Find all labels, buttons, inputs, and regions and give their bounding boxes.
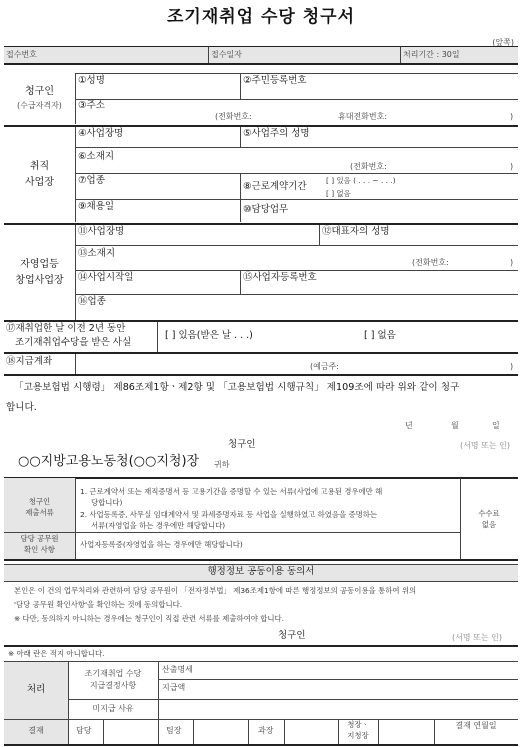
approval-heading: 결재 (28, 726, 44, 735)
decision-heading: 조기재취업 수당 (84, 669, 142, 678)
date-day-label: 일 (492, 421, 500, 430)
workplace-heading-2: 사업장 (25, 177, 54, 188)
workplace-heading: 취직 (29, 161, 50, 172)
decision-heading-2: 지급결정사항 (89, 681, 137, 690)
workplace-industry-field[interactable]: ⑦업종 (78, 175, 105, 186)
submission-doc-item-1b: 당합니다) (91, 498, 123, 507)
workplace-name-field[interactable]: ④사업장명 (78, 128, 124, 139)
receipt-date-label: 접수일자 (211, 50, 242, 59)
consent-notice: ※ 다만, 동의하지 아니하는 경우에는 청구인이 직접 관련 서류를 제출하여야 합니다. (14, 614, 284, 623)
job-duty-field[interactable]: ⑩담당업무 (243, 204, 289, 215)
approval-date-cell[interactable]: 결재 연월일 (455, 721, 497, 730)
approval-head-cell[interactable]: 청장ㆍ (347, 720, 369, 729)
claimant-rrn-field[interactable]: ②주민등록번호 (243, 75, 307, 86)
claimant-name-field[interactable]: ①성명 (78, 75, 105, 86)
selfemp-heading: 자영업등 (20, 259, 59, 270)
officer-check-heading: 담당 공무원 (20, 534, 59, 543)
non-payment-reason-label: 미지급 사유 (92, 704, 134, 713)
claimant-signature-field[interactable]: (서명 또는 인) (460, 441, 510, 450)
claimant-address-field[interactable]: ③주소 (78, 100, 105, 111)
calc-detail-field[interactable]: 산출명세 (162, 665, 193, 674)
contract-period-no-option[interactable]: [ ] 없음 (326, 189, 351, 198)
submission-docs-heading: 청구인 (28, 497, 51, 506)
recipient-honorific: 귀하 (214, 460, 230, 469)
consent-claimant-label: 청구인 (278, 630, 306, 641)
receipt-number-label: 접수번호 (6, 50, 37, 59)
prior-receipt-yes-option[interactable]: [ ] 있음(받은 날 . . .) (165, 330, 253, 341)
selfemp-location-field[interactable]: ⑬소재지 (78, 248, 116, 259)
officer-check-heading-2: 확인 사항 (24, 545, 55, 554)
consent-text-2: '담당 공무원 확인사항'을 확인하는 것에 동의합니다. (14, 600, 183, 609)
payment-amount-field[interactable]: 지급액 (162, 683, 186, 692)
office-use-note: ※ 아래 란은 적지 아니합니다. (8, 649, 105, 658)
business-reg-number-field[interactable]: ⑮사업자등록번호 (243, 272, 317, 283)
selfemp-heading-2: 창업사업장 (15, 275, 64, 286)
prior-receipt-no-option[interactable]: [ ] 없음 (364, 330, 396, 341)
workplace-location-field[interactable]: ⑥소재지 (78, 151, 115, 162)
prior-receipt-question: ⑰재취업한 날 이전 2년 동안 (6, 323, 126, 334)
claimant-phone-field[interactable]: (전화번호: (215, 112, 252, 121)
workplace-phone-field[interactable]: (전화번호: (350, 162, 387, 171)
claimant-subheading: (수급자격자) (17, 101, 62, 110)
consent-text: 본인은 이 건의 업무처리와 관련하여 담당 공무원이 「전자정부법」 제36조제1항에 따른 행정정보의 공동이용을 통하여 위의 (14, 586, 417, 595)
process-heading: 처리 (26, 684, 46, 695)
selfemp-industry-field[interactable]: ⑯업종 (78, 296, 106, 307)
officer-check-item: 사업자등록증(자영업을 하는 경우에만 해당합니다) (80, 540, 243, 549)
submission-doc-item-2: 2. 사업등록증, 사무실 임대계약서 및 과세증명자료 등 사업을 실행하였고 하였음을 증명하는 (80, 510, 378, 519)
claimant-mobile-field[interactable]: 휴대전화번호: (338, 112, 388, 121)
form-title: 조기재취업 수당 청구서 (166, 7, 356, 27)
hire-date-field[interactable]: ⑨채용일 (78, 201, 115, 212)
business-start-date-field[interactable]: ⑭사업시작일 (78, 272, 134, 283)
representative-name-field[interactable]: ⑫대표자의 성명 (322, 226, 390, 237)
approval-team-cell[interactable]: 팀장 (166, 726, 182, 735)
account-holder-field[interactable]: (예금주: (310, 362, 340, 371)
selfemp-phone-field[interactable]: (전화번호: (412, 258, 449, 267)
fee-value: 없음 (481, 520, 497, 529)
submission-doc-item-2b: 서류(자영업을 하는 경우에만 해당합니다) (91, 521, 226, 530)
legal-statement: 「고용보험법 시행령」 제86조제1항ㆍ제2항 및 「고용보험법 시행규칙」 제109조에 따라 위와 같이 청구 (14, 382, 460, 393)
prior-receipt-question-2: 조기재취업수당을 받은 사실 (15, 337, 132, 348)
legal-statement-2: 합니다. (6, 402, 37, 413)
contract-period-yes-option[interactable]: [ ] 있음 ( . . . ~ . . .) (326, 176, 396, 185)
date-month-label: 월 (451, 421, 459, 430)
consent-signature-field[interactable]: (서명 또는 인) (452, 633, 502, 642)
page-side-note: (앞쪽) (492, 38, 514, 47)
selfemp-name-field[interactable]: ⑪사업장명 (78, 226, 125, 237)
contract-period-label: ⑧근로계약기간 (243, 181, 307, 192)
fee-heading: 수수료 (478, 509, 500, 518)
consent-title: 행정정보 공동이용 동의서 (207, 566, 315, 577)
employer-name-field[interactable]: ⑤사업주의 성명 (243, 128, 310, 139)
bank-account-field[interactable]: ⑱지급계좌 (6, 356, 53, 367)
claimant-heading: 청구인 (25, 86, 54, 97)
recipient-office: ○○지방고용노동청(○○지청)장 (18, 454, 200, 469)
submission-docs-heading-2: 제출서류 (25, 508, 54, 517)
approval-head-cell-2: 지청장 (347, 731, 369, 740)
approval-officer-cell[interactable]: 담당 (76, 726, 92, 735)
submission-doc-item-1: 1. 근로계약서 또는 재직증명서 등 고용기간을 증명할 수 있는 서류(사업에 고용된 경우에만 해 (80, 487, 383, 496)
approval-section-cell[interactable]: 과장 (258, 726, 274, 735)
processing-period-label: 처리기간 : 30일 (403, 50, 460, 59)
date-year-label: 년 (405, 421, 413, 430)
claimant-signature-label: 청구인 (228, 439, 256, 450)
